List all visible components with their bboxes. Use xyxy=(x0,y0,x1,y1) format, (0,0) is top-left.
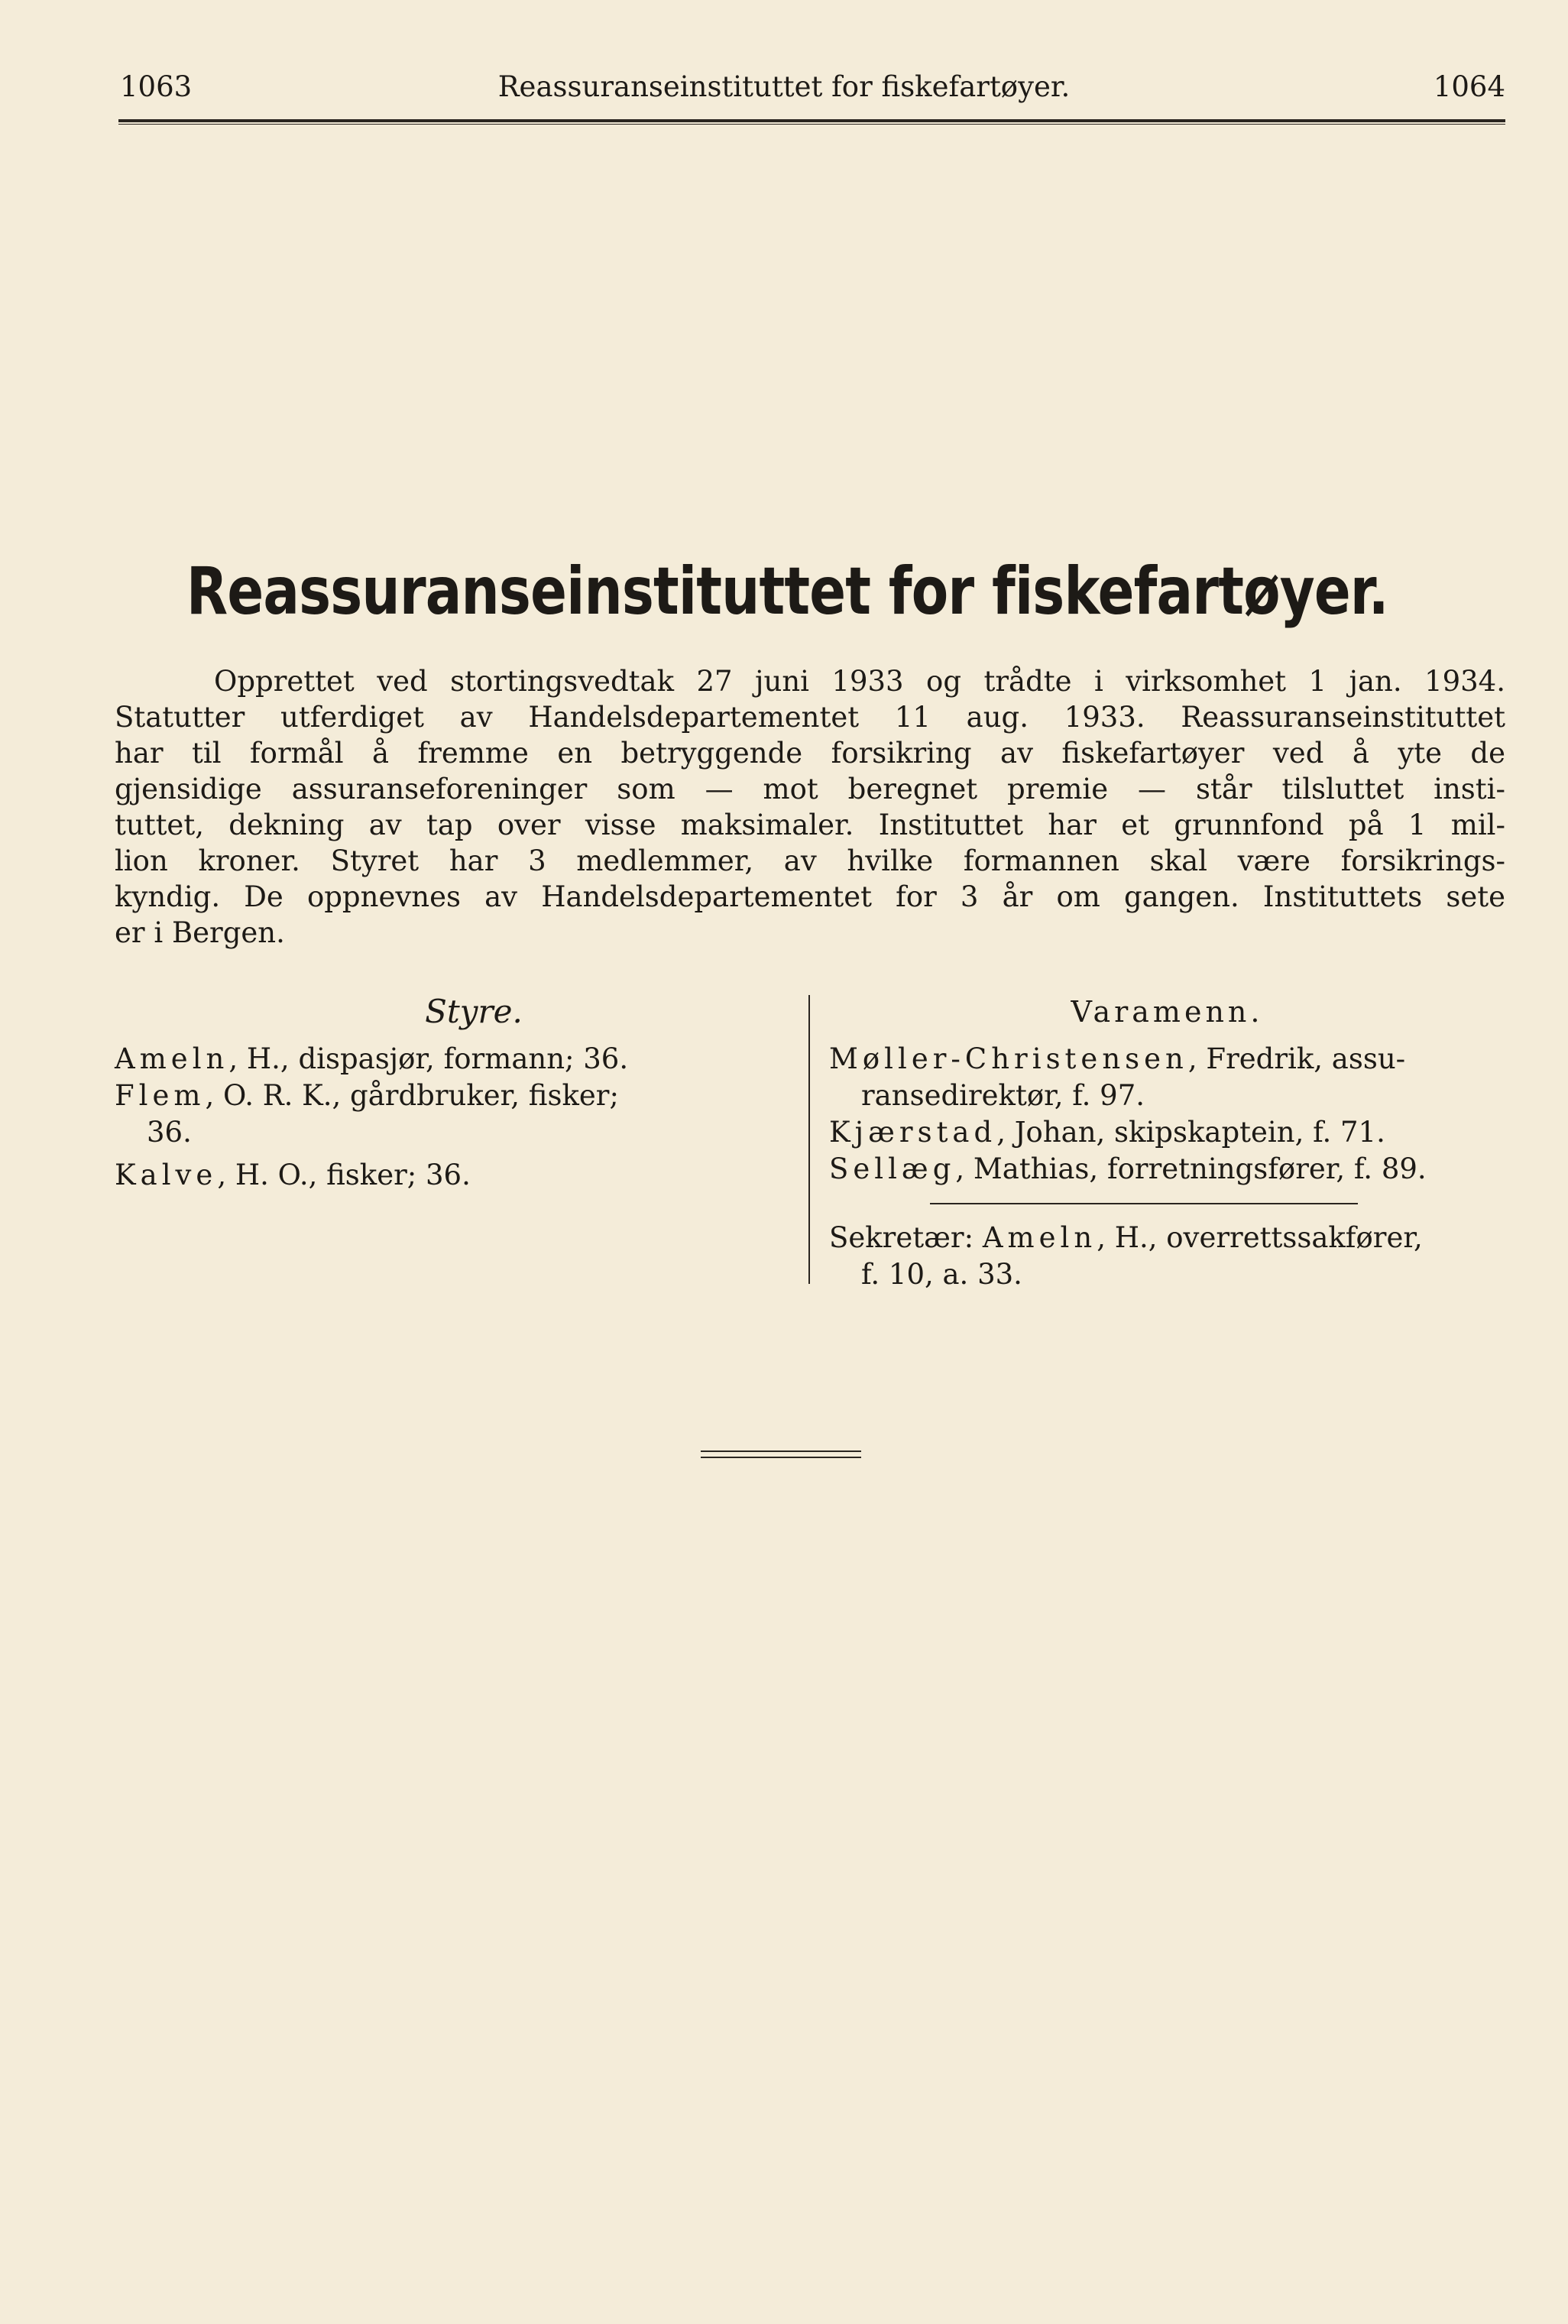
member-details-cont: f. 10, a. 33. xyxy=(861,1258,1022,1291)
member-name: Ameln xyxy=(982,1221,1097,1254)
member-details: , O. R. K., gårdbruker, fisker; xyxy=(205,1079,619,1112)
page-number-left: 1063 xyxy=(120,70,193,103)
page-number-right: 1064 xyxy=(1433,70,1505,103)
column-divider xyxy=(808,995,810,1284)
member-details: , H. O., fisker; 36. xyxy=(217,1159,471,1191)
member-name: Møller-Christensen xyxy=(829,1042,1188,1075)
intro-line: gjensidige assuranseforeninger som — mot beregnet premie — står tilsluttet insti- xyxy=(115,773,1505,805)
varamann-member xyxy=(829,1151,1505,1188)
sekretaer-entry xyxy=(829,1220,1505,1256)
intro-line: Opprettet ved stortingsvedtak 27 juni 1933 og trådte i virksomhet 1 jan. 1934. xyxy=(214,665,1505,698)
styre-column xyxy=(115,993,779,1194)
sekretaer-label: Sekretær: xyxy=(829,1221,974,1254)
varamenn-heading: Varamenn. xyxy=(1071,995,1264,1029)
styre-member xyxy=(115,1078,779,1114)
member-details-cont: ransedirektør, f. 97. xyxy=(861,1079,1145,1112)
intro-line: har til formål å fremme en betryggende forsikring av fiskefartøyer ved å yte de xyxy=(115,737,1505,770)
intro-line: kyndig. De oppnevnes av Handelsdepartementet for 3 år om gangen. Instituttets sete xyxy=(115,880,1505,913)
member-name: Ameln xyxy=(115,1042,229,1075)
header-rule-thin xyxy=(118,124,1505,125)
member-name: Flem xyxy=(115,1079,206,1112)
intro-line: tuttet, dekning av tap over visse maksimaler. Instituttet har et grunnfond på 1 mil- xyxy=(115,809,1505,841)
intro-line: er i Bergen. xyxy=(115,916,285,949)
varamann-member xyxy=(829,1041,1505,1078)
running-title: Reassuranseinstituttet for fiskefartøyer. xyxy=(497,70,1071,103)
styre-heading: Styre. xyxy=(425,993,523,1030)
styre-member xyxy=(115,1041,779,1078)
header-rule xyxy=(118,119,1505,122)
styre-member xyxy=(115,1157,779,1194)
section-separator xyxy=(930,1203,1358,1204)
member-details: , Mathias, forretningsfører, f. 89. xyxy=(955,1152,1427,1185)
end-rule xyxy=(701,1450,861,1452)
member-details: , H., overrettssakfører, xyxy=(1097,1221,1423,1254)
member-details: , Fredrik, assu- xyxy=(1187,1042,1406,1075)
member-details: , H., dispasjør, formann; 36. xyxy=(228,1042,629,1075)
intro-line: Statutter utferdiget av Handelsdepartementet 11 aug. 1933. Reassuranseinstituttet xyxy=(115,701,1505,734)
member-name: Kalve xyxy=(115,1159,218,1191)
intro-paragraph xyxy=(115,663,1505,951)
member-details-cont: 36. xyxy=(147,1116,192,1149)
member-details: , Johan, skipskaptein, f. 71. xyxy=(996,1116,1385,1149)
intro-line: lion kroner. Styret har 3 medlemmer, av hvilke formannen skal være forsikrings- xyxy=(115,844,1505,877)
varamann-member xyxy=(829,1114,1505,1151)
varamenn-column xyxy=(829,993,1505,1293)
member-name: Sellæg xyxy=(829,1152,956,1185)
member-name: Kjærstad xyxy=(829,1116,997,1149)
end-rule xyxy=(701,1457,861,1458)
page-title: Reassuranseinstituttet for fiskefartøyer. xyxy=(186,553,1388,630)
